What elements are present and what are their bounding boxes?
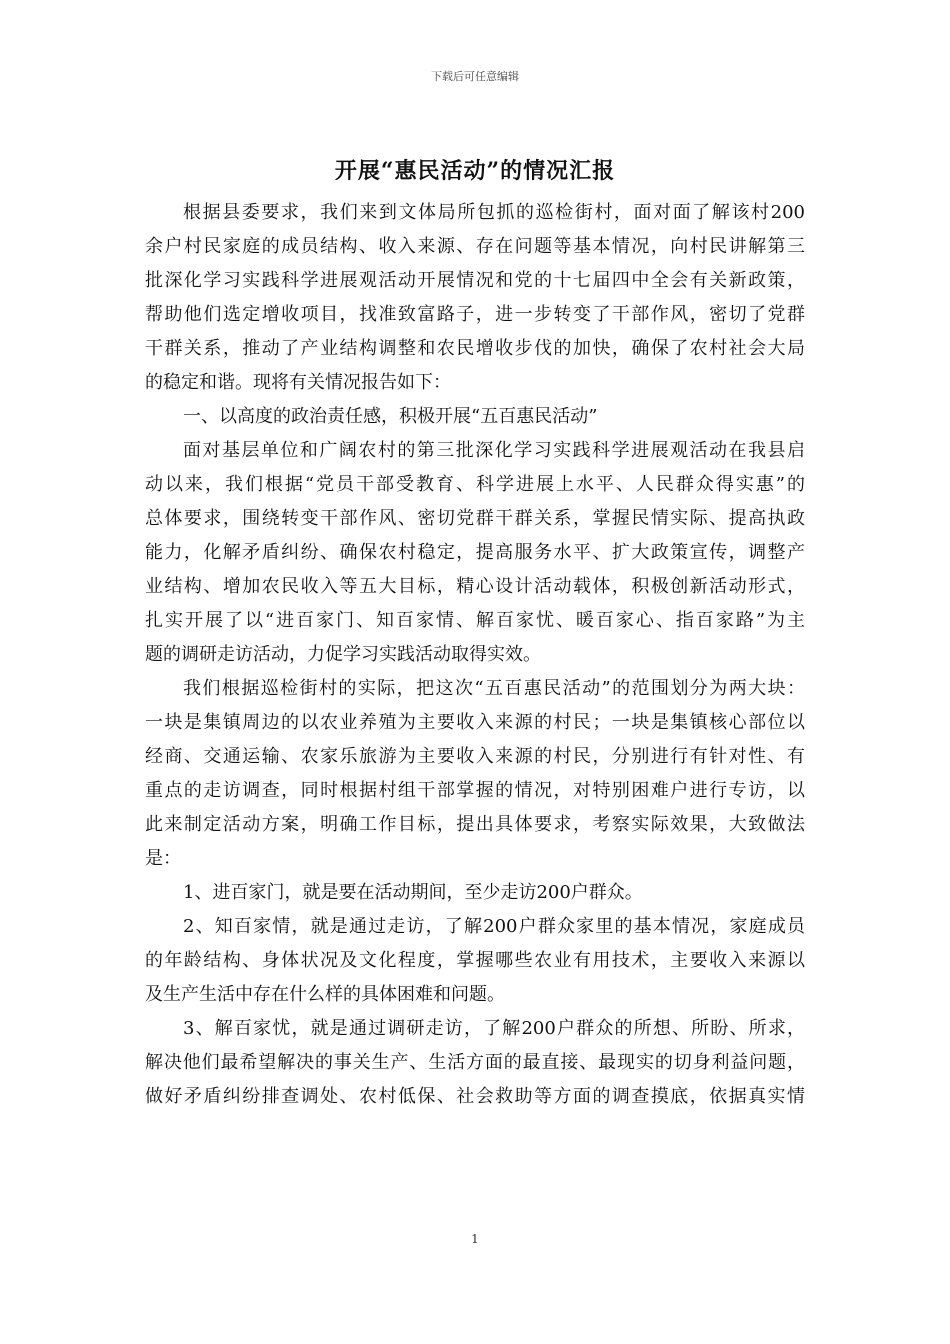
text-line: 业结构、增加农民收入等五大目标，精心设计活动载体，积极创新活动形式， [145, 576, 805, 597]
text-line: 重点的走访调查，同时根据村组干部掌握的情况，对特别困难户进行专访，以 [145, 780, 805, 801]
text-line: 干群关系，推动了产业结构调整和农民增收步伐的加快，确保了农村社会大局 [145, 338, 805, 359]
text-line: 帮助他们选定增收项目，找准致富路子，进一步转变了干部作风，密切了党群 [145, 304, 805, 325]
text-line: 动以来，我们根据“党员干部受教育、科学进展上水平、人民群众得实惠”的 [145, 474, 805, 495]
text-line: 面对基层单位和广阔农村的第三批深化学习实践科学进展观活动在我县启 [183, 440, 805, 461]
text-line: 批深化学习实践科学进展观活动开展情况和党的十七届四中全会有关新政策， [145, 270, 805, 291]
text-line: 题的调研走访活动，力促学习实践活动取得实效。 [145, 644, 541, 665]
list-item: 2、知百家情，就是通过走访，了解200户群众家里的基本情况，家庭成员 [183, 916, 805, 937]
text-line: 余户村民家庭的成员结构、收入来源、存在问题等基本情况，向村民讲解第三 [145, 236, 805, 257]
list-item: 1、进百家门，就是要在活动期间，至少走访200户群众。 [183, 882, 643, 903]
text-line: 是： [145, 848, 181, 869]
text-line: 我们根据巡检街村的实际，把这次“五百惠民活动”的范围划分为两大块： [183, 678, 805, 699]
document-title: 开展“惠民活动”的情况汇报 [334, 158, 616, 184]
text-line: 扎实开展了以“进百家门、知百家情、解百家忧、暖百家心、指百家路”为主 [145, 610, 805, 631]
text-line: 一块是集镇周边的以农业养殖为主要收入来源的村民；一块是集镇核心部位以 [145, 712, 805, 733]
text-line: 的年龄结构、身体状况及文化程度，掌握哪些农业有用技术，主要收入来源以 [145, 950, 805, 971]
text-line: 总体要求，围绕转变干部作风、密切党群干群关系，掌握民情实际、提高执政 [145, 508, 805, 529]
text-line: 的稳定和谐。现将有关情况报告如下： [145, 372, 451, 393]
section-heading: 一、以高度的政治责任感，积极开展“五百惠民活动” [183, 406, 598, 427]
text-line: 做好矛盾纠纷排查调处、农村低保、社会救助等方面的调查摸底，依据真实情 [145, 1086, 805, 1107]
document-body [145, 196, 805, 1114]
text-line: 解决他们最希望解决的事关生产、生活方面的最直接、最现实的切身利益问题， [145, 1052, 805, 1073]
text-line: 经商、交通运输、农家乐旅游为主要收入来源的村民，分别进行有针对性、有 [145, 746, 805, 767]
text-line: 能力，化解矛盾纠纷、确保农村稳定，提高服务水平、扩大政策宣传，调整产 [145, 542, 805, 563]
text-line: 及生产生活中存在什么样的具体困难和问题。 [145, 984, 505, 1005]
text-line: 此来制定活动方案，明确工作目标，提出具体要求，考察实际效果，大致做法 [145, 814, 805, 835]
page-number: 1 [471, 1232, 479, 1246]
page-header: 下载后可任意编辑 [431, 70, 519, 83]
list-item: 3、解百家忧，就是通过调研走访，了解200户群众的所想、所盼、所求， [183, 1018, 805, 1039]
text-line: 根据县委要求，我们来到文体局所包抓的巡检街村，面对面了解该村200 [183, 202, 805, 223]
